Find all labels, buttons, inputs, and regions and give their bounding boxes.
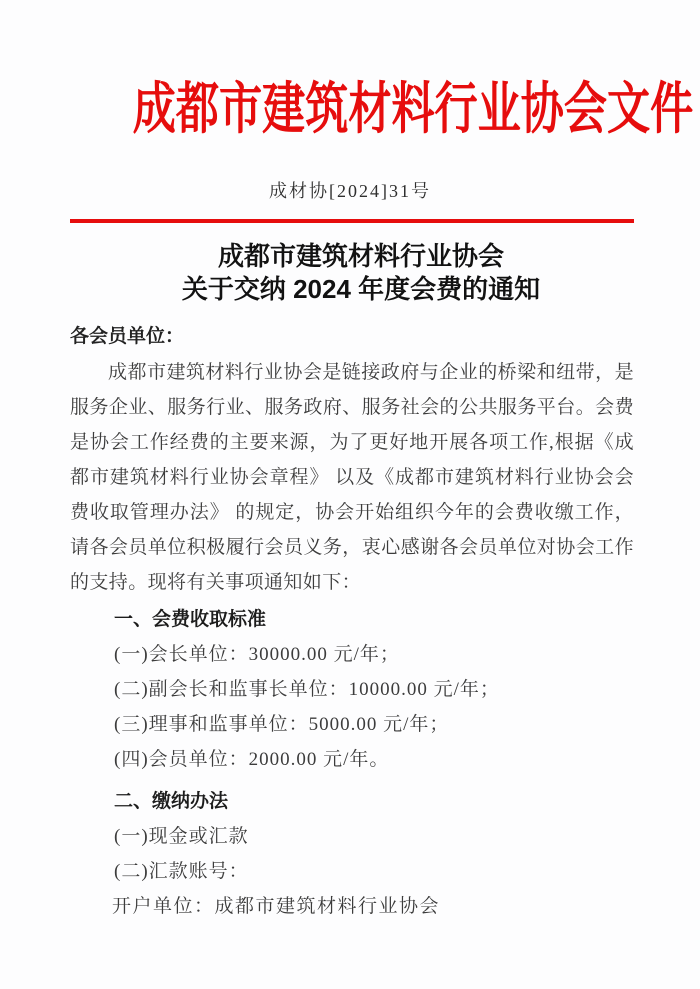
notice-title-line1: 成都市建筑材料行业协会 <box>217 240 504 271</box>
section2-heading: 二、缴纳办法 <box>114 790 229 812</box>
fee-item-director: (三)理事和监事单位：5000.00 元/年； <box>114 713 450 735</box>
salutation: 各会员单位： <box>70 325 185 347</box>
section-payment-method <box>70 784 634 889</box>
red-header-banner <box>0 0 700 139</box>
intro-paragraph: 成都市建筑材料行业协会是链接政府与企业的桥梁和纽带，是服务企业、服务行业、服务政府、服务社会的公共服务平台。会费是协会工作经费的主要来源，为了更好地开展各项工作,根据《成都市建筑材料行业协会章程》 以及《成都市建筑材料行业协会会费收取管理办法》 的规定，协会开始组织今年的会费收缴工作，请各会员单位积极履行会员义务，衷心感谢各会员单位对协会工作的支持。现将有关事项通知如下： <box>70 361 634 593</box>
org-banner-title: 成都市建筑材料行业协会文件 <box>132 77 694 140</box>
notice-title <box>0 240 700 306</box>
notice-title-line2: 关于交纳 2024 年度会费的通知 <box>181 273 541 304</box>
fee-item-president: (一)会长单位：30000.00 元/年； <box>114 643 400 665</box>
account-holder-line: 开户单位：成都市建筑材料行业协会 <box>112 895 441 917</box>
payment-item-remittance-account: (二)汇款账号： <box>114 860 249 882</box>
fee-item-member: (四)会员单位：2000.00 元/年。 <box>114 748 390 770</box>
section1-heading: 一、会费收取标准 <box>114 608 267 630</box>
fee-item-vice-president: (二)副会长和监事长单位：10000.00 元/年； <box>114 678 500 700</box>
document-body <box>70 325 634 924</box>
section-fee-standards <box>70 602 634 777</box>
red-divider-line <box>70 219 634 223</box>
payment-item-cash-or-transfer: (一)现金或汇款 <box>114 825 249 847</box>
document-number: 成材协[2024]31号 <box>269 180 431 201</box>
